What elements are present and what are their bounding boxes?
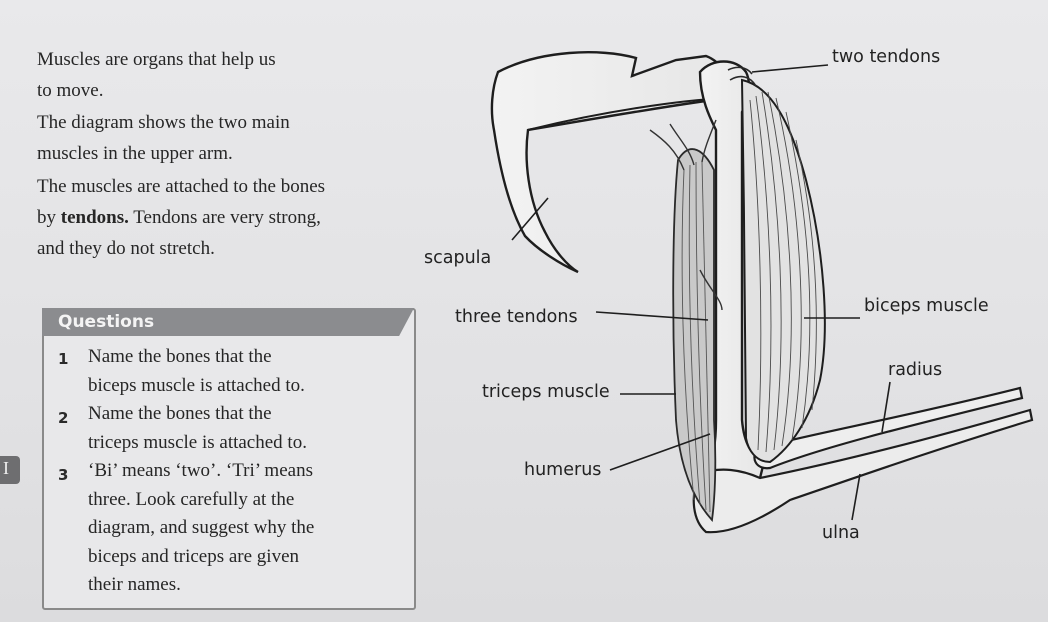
- margin-mark-letter: I: [3, 458, 9, 478]
- intro-p2-line2: muscles in the upper arm.: [37, 143, 233, 164]
- question-2-line1: Name the bones that the: [88, 403, 272, 424]
- intro-p3-line1: The muscles are attached to the bones: [37, 176, 326, 197]
- question-2-number: 2: [58, 409, 69, 427]
- question-3-number: 3: [58, 466, 69, 484]
- ulna-line: [852, 474, 860, 520]
- intro-p3-line3: and they do not stretch.: [37, 238, 215, 259]
- question-1-number: 1: [58, 350, 69, 368]
- question-1-line2: biceps muscle is attached to.: [88, 374, 305, 396]
- intro-p2-line1: The diagram shows the two main: [37, 112, 290, 133]
- question-3-line3: diagram, and suggest why the: [88, 517, 315, 538]
- label-radius: radius: [888, 360, 943, 380]
- label-scapula: scapula: [424, 248, 492, 268]
- label-two-tendons: two tendons: [832, 47, 941, 67]
- intro-p3-line2-pre: by: [37, 207, 61, 228]
- question-2-line2: triceps muscle is attached to.: [88, 431, 307, 453]
- question-3-line1: ‘Bi’ means ‘two’. ‘Tri’ means: [88, 460, 313, 481]
- label-three-tendons: three tendons: [455, 307, 578, 327]
- two-tendons-line: [752, 65, 828, 72]
- intro-p3-line2-post: Tendons are very strong,: [128, 207, 321, 228]
- tendons-term: tendons.: [60, 207, 129, 228]
- question-3-line5: their names.: [88, 574, 181, 595]
- question-3-line2: three. Look carefully at the: [88, 488, 295, 510]
- intro-p1-line1: Muscles are organs that help us: [37, 49, 276, 70]
- questions-title: Questions: [58, 312, 155, 332]
- label-ulna: ulna: [822, 523, 860, 543]
- question-3-line4: biceps and triceps are given: [88, 545, 300, 567]
- label-triceps-muscle: triceps muscle: [482, 382, 610, 402]
- label-biceps-muscle: biceps muscle: [864, 296, 989, 316]
- question-1-line1: Name the bones that the: [88, 346, 272, 367]
- intro-p1-line2: to move.: [37, 80, 104, 101]
- label-humerus: humerus: [524, 460, 602, 480]
